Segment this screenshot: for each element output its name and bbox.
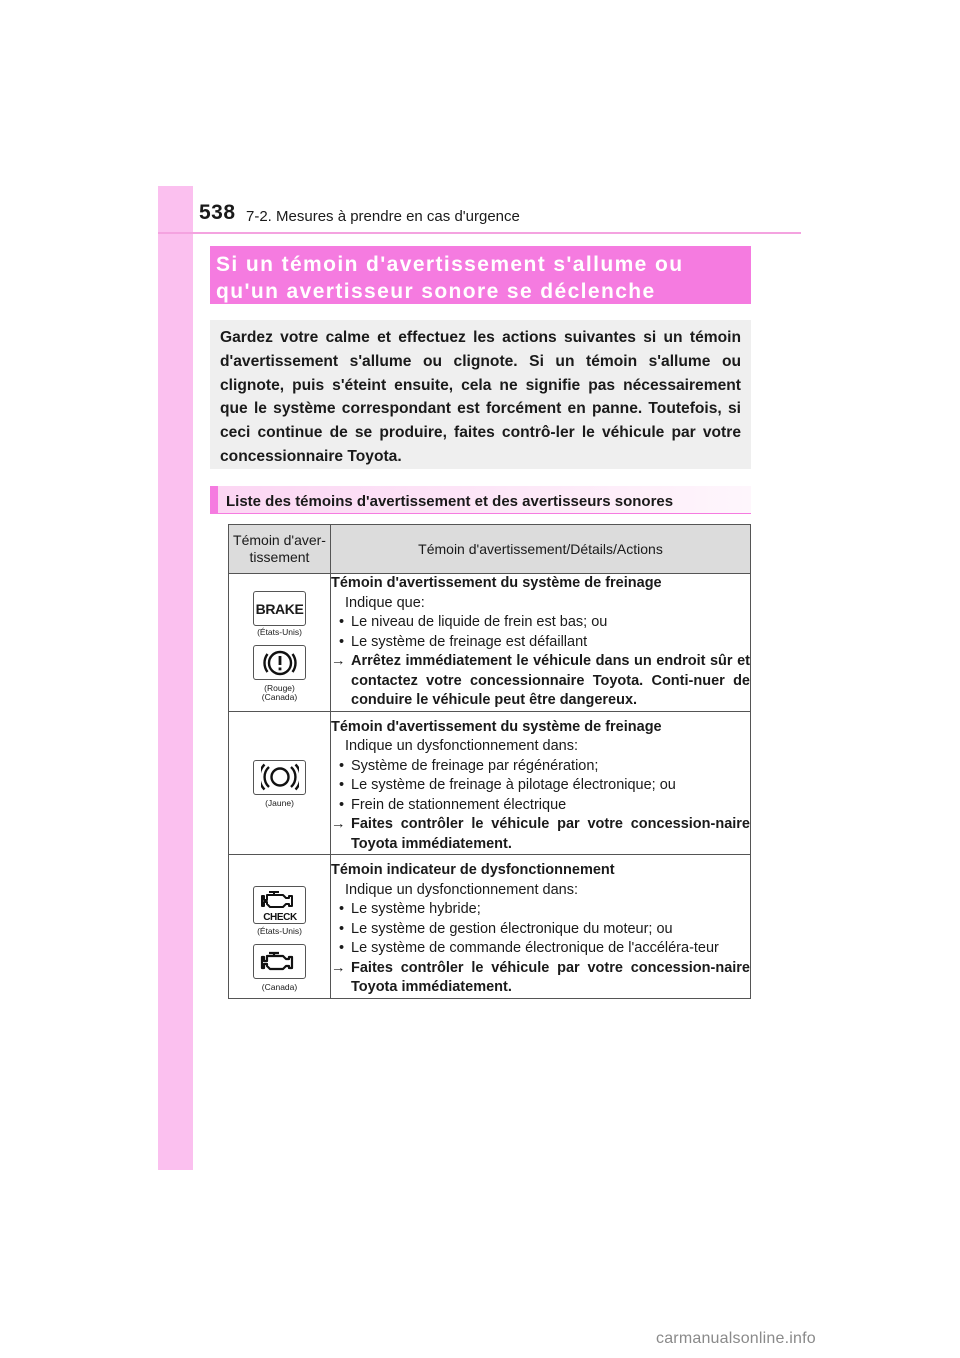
icon-caption: (Canada)	[261, 982, 298, 992]
engine-icon	[253, 944, 306, 979]
list-item: • Le système de commande électronique de l'accéléra-teur	[331, 939, 750, 959]
header-line: Témoin d'aver-	[233, 532, 326, 548]
table-header-details: Témoin d'avertissement/Détails/Actions	[331, 525, 751, 574]
bullet: •	[339, 940, 345, 956]
warning-intro: Indique un dysfonctionnement dans:	[345, 881, 578, 898]
brake-text-icon	[253, 591, 306, 626]
intro-box	[210, 320, 751, 469]
header-rule	[158, 232, 801, 234]
chapter-title: 7-2. Mesures à prendre en cas d'urgence	[246, 208, 520, 225]
action-text: → Faites contrôler le véhicule par votre concession-naire Toyota immédiatement.	[331, 959, 750, 995]
icons-cell	[229, 855, 331, 999]
section-title	[210, 246, 751, 304]
table-header-warning-light	[229, 525, 331, 574]
bullet: •	[339, 920, 345, 937]
brake-system-icon	[253, 760, 306, 795]
section-title-line-1: Si un témoin d'avertissement s'allume ou	[216, 253, 684, 276]
intro-text: Gardez votre calme et effectuez les actions suivantes si un témoin d'avertissement s'allume ou clignote. Si un témoin s'allume ou clignote, puis s'éteint ensuite, cela ne signifie pas nécessairement que le système correspondant est forcément en panne. Toutefois, si ceci continue de se produire, faites contrô-ler le véhicule par votre concessionnaire Toyota.	[220, 329, 741, 465]
section-title-line-2: qu'un avertisseur sonore se déclenche	[216, 280, 656, 303]
list-item: • Système de freinage par régénération;	[331, 757, 750, 777]
list-item: • Frein de stationnement électrique	[331, 796, 750, 816]
table-row	[229, 711, 751, 855]
list-item: • Le système de freinage est défaillant	[331, 633, 750, 653]
icon-caption: (Canada)	[261, 692, 298, 702]
arrow-icon: →	[331, 816, 346, 832]
arrow-icon: →	[331, 653, 346, 669]
side-tab-band	[158, 186, 193, 1170]
bullet: •	[339, 614, 345, 630]
bullet: •	[339, 633, 345, 650]
icon-caption: (Jaune)	[265, 797, 294, 808]
exclamation-circle-icon	[253, 645, 306, 680]
icons-cell	[229, 711, 331, 855]
action-text: → Faites contrôler le véhicule par votre concession-naire Toyota immédiatement.	[331, 816, 750, 852]
bullet: •	[339, 777, 345, 793]
page-number: 538	[199, 201, 236, 224]
arrow-icon: →	[331, 959, 346, 976]
warning-title: Témoin d'avertissement du système de freinage	[331, 718, 662, 735]
icons-cell	[229, 574, 331, 712]
details-cell	[331, 711, 751, 855]
bullet: •	[339, 796, 345, 813]
action-text: → Arrêtez immédiatement le véhicule dans un endroit sûr et contactez votre concessionnaire Toyota. Conti-nuer de conduire le véhicule peut être dangereux.	[331, 653, 750, 708]
details-cell	[331, 855, 751, 999]
header-line: tissement	[249, 549, 310, 565]
list-item: • Le niveau de liquide de frein est bas; ou	[331, 613, 750, 633]
check-icon-text: CHECK	[262, 912, 297, 922]
warning-title: Témoin d'avertissement du système de freinage	[331, 575, 662, 591]
subheading: Liste des témoins d'avertissement et des avertisseurs sonores	[210, 486, 751, 514]
list-item: • Le système de freinage à pilotage électronique; ou	[331, 776, 750, 796]
check-engine-icon	[253, 886, 306, 924]
bullet: •	[339, 901, 345, 917]
list-item: • Le système hybride;	[331, 900, 750, 920]
table-row	[229, 574, 751, 712]
watermark: carmanualsonline.info	[656, 1330, 816, 1347]
table-header-row	[229, 525, 751, 574]
list-item: • Le système de gestion électronique du moteur; ou	[331, 920, 750, 940]
icon-caption: (États-Unis)	[257, 627, 302, 637]
warning-lights-table	[228, 524, 751, 999]
table-row	[229, 855, 751, 999]
icon-caption: (Rouge)	[264, 683, 295, 693]
icon-caption: (États-Unis)	[257, 926, 302, 936]
warning-title: Témoin indicateur de dysfonctionnement	[331, 862, 615, 878]
warning-intro: Indique un dysfonctionnement dans:	[345, 738, 578, 754]
brake-icon-text: BRAKE	[255, 600, 304, 617]
bullet: •	[339, 757, 345, 774]
warning-intro: Indique que:	[345, 594, 425, 611]
details-cell	[331, 574, 751, 712]
